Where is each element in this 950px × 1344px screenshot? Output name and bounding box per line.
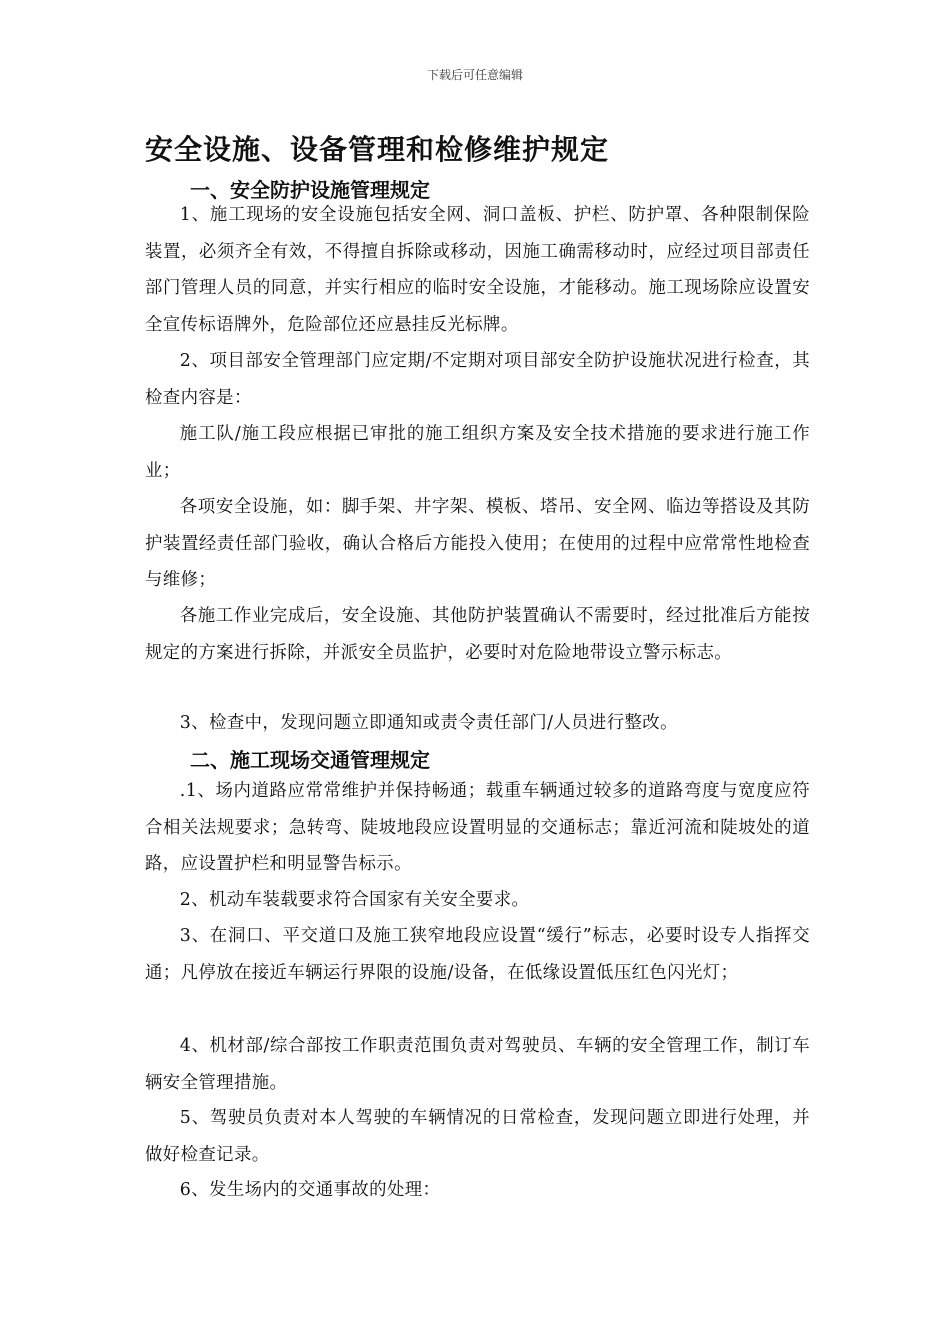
paragraph: 3、检查中，发现问题立即通知或责令责任部门/人员进行整改。	[179, 713, 678, 733]
paragraph: 3、在洞口、平交道口及施工狭窄地段应设置“缓行”标志，必要时设专人指挥交通；凡停放在接近车辆运行界限的设施/设备，在低缘设置低压红色闪光灯；	[145, 926, 810, 983]
section-heading-traffic-management: 二、施工现场交通管理规定	[190, 748, 430, 772]
paragraph: 5、驾驶员负责对本人驾驶的车辆情况的日常检查，发现问题立即进行处理，并做好检查记录。	[145, 1108, 810, 1165]
paragraph: 2、项目部安全管理部门应定期/不定期对项目部安全防护设施状况进行检查，其检查内容是：	[145, 351, 810, 408]
paragraph: 1、施工现场的安全设施包括安全网、洞口盖板、护栏、防护罩、各种限制保险装置，必须齐全有效，不得擅自拆除或移动，因施工确需移动时，应经过项目部责任部门管理人员的同意，并实行相应的临时安全设施，才能移动。施工现场除应设置安全宣传标语牌外，危险部位还应悬挂反光标牌。	[145, 205, 810, 335]
paragraph: 6、发生场内的交通事故的处理：	[179, 1180, 441, 1200]
paragraph: 2、机动车装载要求符合国家有关安全要求。	[179, 890, 530, 910]
document-title: 安全设施、设备管理和检修维护规定	[145, 133, 610, 166]
paragraph: 各施工作业完成后，安全设施、其他防护装置确认不需要时，经过批准后方能按规定的方案进行拆除，并派安全员监护，必要时对危险地带设立警示标志。	[145, 606, 810, 663]
paragraph: 4、机材部/综合部按工作职责范围负责对驾驶员、车辆的安全管理工作，制订车辆安全管理措施。	[145, 1036, 810, 1093]
paragraph: 各项安全设施，如：脚手架、井字架、模板、塔吊、安全网、临边等搭设及其防护装置经责任部门验收，确认合格后方能投入使用；在使用的过程中应常常性地检查与维修；	[145, 497, 810, 590]
paragraph: 施工队/施工段应根据已审批的施工组织方案及安全技术措施的要求进行施工作业；	[145, 424, 810, 481]
section-heading-safety-facilities: 一、安全防护设施管理规定	[190, 178, 430, 202]
header-note: 下载后可任意编辑	[426, 68, 523, 82]
paragraph: .1、场内道路应常常维护并保持畅通；载重车辆通过较多的道路弯度与宽度应符合相关法规要求；急转弯、陡坡地段应设置明显的交通标志；靠近河流和陡坡处的道路，应设置护栏和明显警告标示。	[145, 781, 810, 874]
